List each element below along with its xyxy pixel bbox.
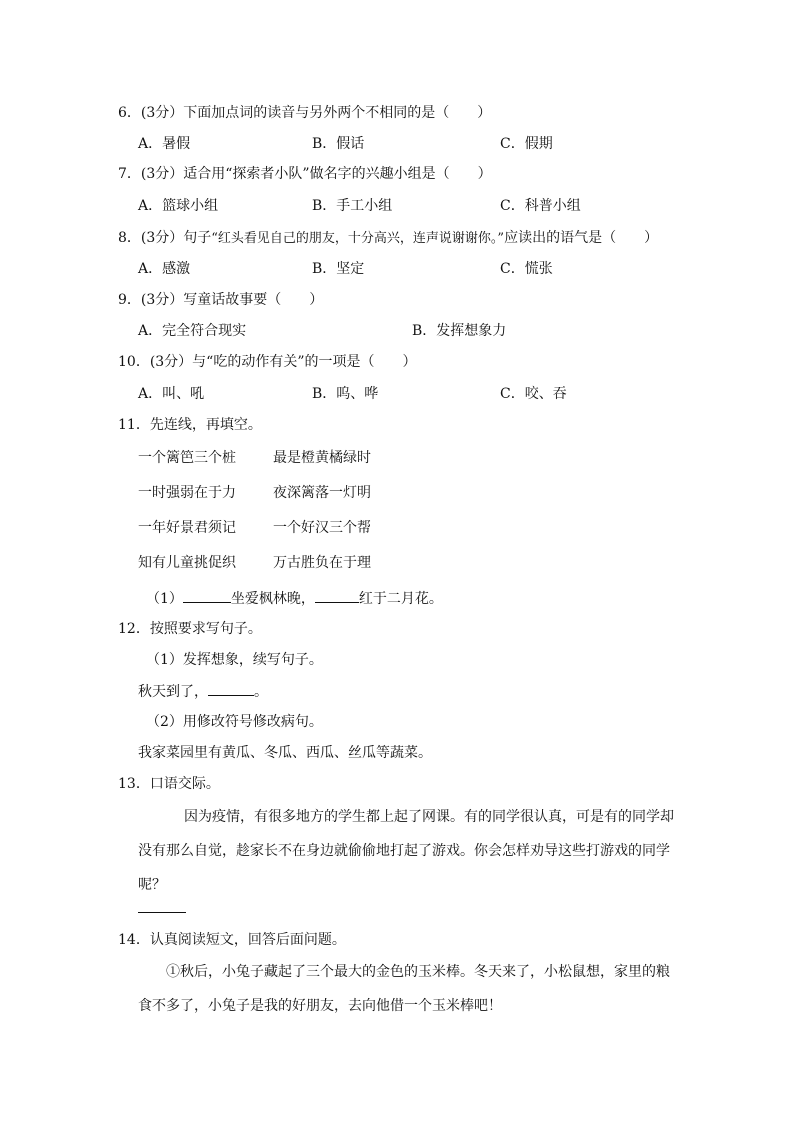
question-11-fill-line — [146, 588, 443, 609]
question-8-option-a[interactable]: A．感激 — [138, 261, 191, 277]
question-8-stem — [118, 228, 658, 249]
question-10-option-a[interactable]: A．叫、吼 — [138, 386, 205, 402]
question-11-fill-label: （1） — [146, 591, 183, 607]
question-12-sub2-sentence[interactable]: 我家菜园里有黄瓜、冬瓜、西瓜、丝瓜等蔬菜。 — [138, 745, 432, 761]
fill-blank-1[interactable] — [183, 588, 231, 603]
question-11-fill-mid: 坐爱枫林晚， — [230, 591, 315, 607]
question-14-passage: ①秋后，小兔子藏起了三个最大的金色的玉米棒。冬天来了，小松鼠想，家里的粮食不多了，小兔子是我的好朋友，去向他借一个玉米棒吧！ — [138, 964, 670, 1014]
question-8-stem-suffix: 应读出的语气是（ ） — [504, 230, 659, 246]
question-13-stem: 13．口语交际。 — [118, 776, 220, 792]
question-12-sub2: （2）用修改符号修改病句。 — [146, 714, 323, 730]
match-left-item[interactable]: 一个篱笆三个桩 — [138, 450, 236, 466]
question-9-option-b[interactable]: B．发挥想象力 — [412, 323, 507, 339]
question-10-option-c[interactable]: C．咬、吞 — [500, 386, 567, 402]
question-6-option-b[interactable]: B．假话 — [312, 136, 365, 152]
question-10-option-b[interactable]: B．呜、哗 — [312, 386, 379, 402]
question-11-stem: 11．先连线，再填空。 — [118, 417, 262, 433]
question-7-option-b[interactable]: B．手工小组 — [312, 198, 393, 214]
match-left-item[interactable]: 一时强弱在于力 — [138, 485, 236, 501]
match-right-item[interactable]: 一个好汉三个帮 — [273, 520, 371, 536]
match-right-item[interactable]: 万古胜负在于理 — [273, 555, 371, 571]
question-9-option-a[interactable]: A．完全符合现实 — [138, 323, 247, 339]
question-12-sub1-prefix: 秋天到了， — [138, 684, 208, 700]
question-6-option-a[interactable]: A．暑假 — [138, 136, 191, 152]
question-8-option-b[interactable]: B．坚定 — [312, 261, 365, 277]
question-9-stem: 9．(3分）写童话故事要（ ） — [118, 292, 324, 308]
answer-blank-line[interactable] — [138, 912, 186, 913]
match-right-item[interactable]: 最是橙黄橘绿时 — [273, 450, 371, 466]
question-11-fill-end: 红于二月花。 — [358, 591, 443, 607]
question-8-quote: “红头看见自己的朋友，十分高兴，连声说谢谢你。” — [211, 231, 505, 246]
question-12-sub1-suffix: 。 — [254, 684, 268, 700]
question-14-stem: 14．认真阅读短文，回答后面问题。 — [118, 932, 346, 948]
match-right-item[interactable]: 夜深篱落一灯明 — [273, 485, 371, 501]
question-12-sub1: （1）发挥想象，续写句子。 — [146, 652, 323, 668]
question-12-sub1-sentence — [138, 681, 268, 702]
question-7-option-c[interactable]: C．科普小组 — [500, 198, 581, 214]
match-left-item[interactable]: 一年好景君须记 — [138, 520, 236, 536]
question-12-stem: 12．按照要求写句子。 — [118, 621, 262, 637]
question-8-stem-prefix: 8．(3分）句子 — [118, 230, 212, 246]
question-13-passage: 因为疫情，有很多地方的学生都上起了网课。有的同学很认真，可是有的同学却没有那么自觉，趁家长不在身边就偷偷地打起了游戏。你会怎样劝导这些打游戏的同学呢？ — [138, 809, 674, 893]
question-7-stem: 7．(3分）适合用“探索者小队”做名字的兴趣小组是（ ） — [118, 166, 492, 182]
question-6-option-c[interactable]: C．假期 — [500, 136, 553, 152]
question-10-stem: 10．(3分）与“吃的动作有关”的一项是（ ） — [118, 354, 417, 370]
fill-blank-2[interactable] — [315, 588, 359, 603]
question-6-stem: 6．(3分）下面加点词的读音与另外两个不相同的是（ ） — [118, 105, 492, 121]
question-7-option-a[interactable]: A．篮球小组 — [138, 198, 219, 214]
continue-sentence-blank[interactable] — [208, 681, 254, 696]
match-left-item[interactable]: 知有儿童挑促织 — [138, 555, 236, 571]
question-8-option-c[interactable]: C．慌张 — [500, 261, 553, 277]
